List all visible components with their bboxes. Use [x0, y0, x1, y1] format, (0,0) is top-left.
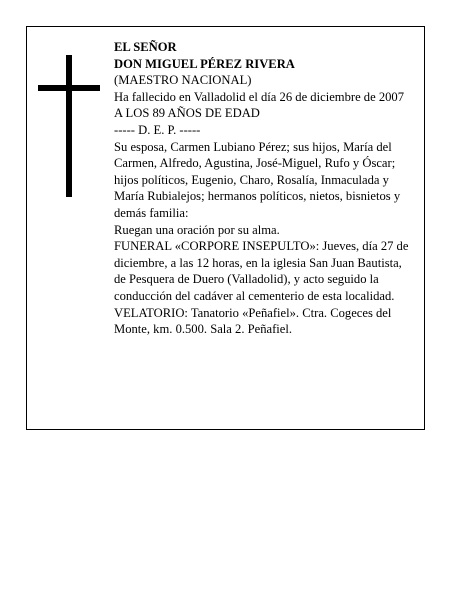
deceased-title: (MAESTRO NACIONAL)	[114, 73, 252, 88]
heading-line-1: EL SEÑOR	[114, 40, 177, 54]
latin-cross-icon	[38, 55, 100, 197]
death-announcement: Ha fallecido en Valladolid el día 26 de diciembre de 2007	[114, 89, 405, 104]
cross-vertical-bar	[66, 55, 72, 197]
obituary-text	[114, 39, 416, 338]
prayer-request: Ruegan una oración por su alma.	[114, 222, 280, 237]
rest-in-peace-line: ----- D. E. P. -----	[114, 122, 201, 137]
deceased-name: DON MIGUEL PÉREZ RIVERA	[114, 56, 295, 71]
cross-horizontal-bar	[38, 85, 100, 91]
family-paragraph: Su esposa, Carmen Lubiano Pérez; sus hijos, María del Carmen, Alfredo, Agustina, José-Miguel, Rufo y Óscar; hijos políticos, Eugenio, Charo, Rosalía, Inmaculada y María Rubialejos; hermanos políticos, nietos, bisnietos y demás familia:	[114, 139, 401, 220]
wake-paragraph: VELATORIO: Tanatorio «Peñafiel». Ctra. Cogeces del Monte, km. 0.500. Sala 2. Peñafiel.	[114, 305, 392, 337]
funeral-paragraph: FUNERAL «CORPORE INSEPULTO»: Jueves, día 27 de diciembre, a las 12 horas, en la iglesia San Juan Bautista, de Pesquera de Duero (Valladolid), y acto seguido la conducción del cadáver al cementerio de esta localidad.	[114, 239, 409, 303]
age-at-death: A LOS 89 AÑOS DE EDAD	[114, 106, 260, 121]
